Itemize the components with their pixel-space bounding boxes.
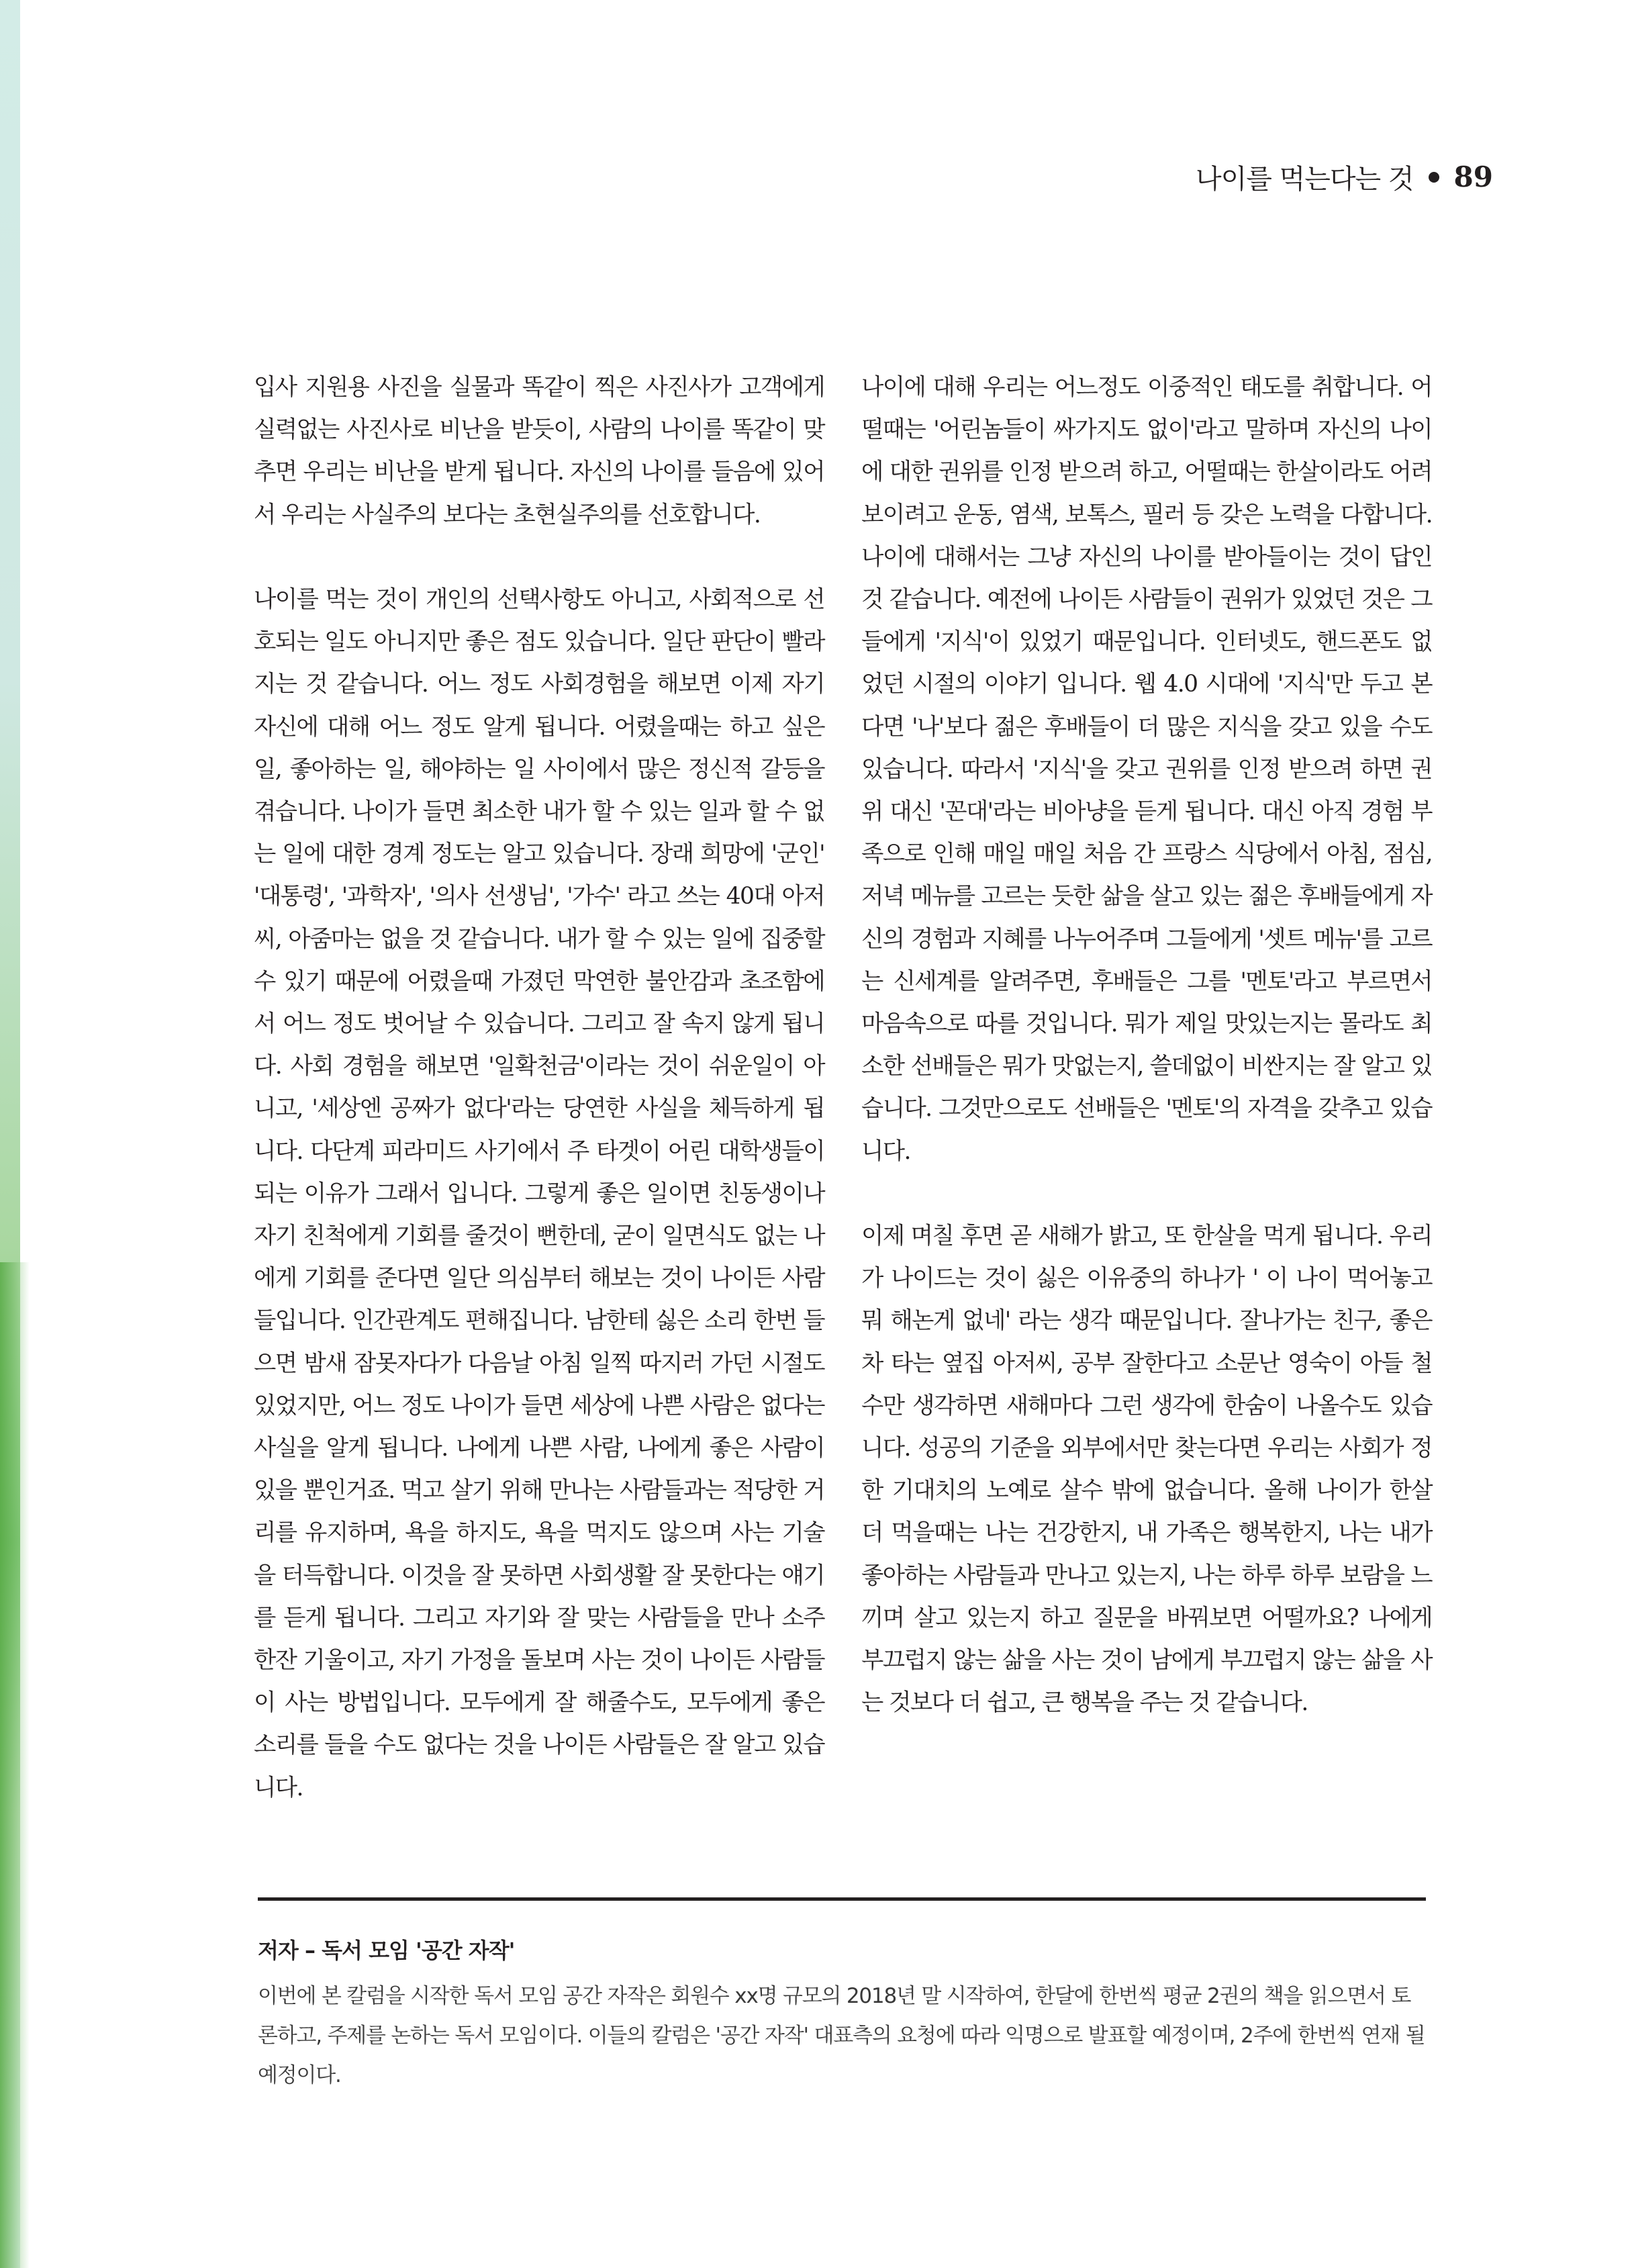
author-description: 이번에 본 칼럼을 시작한 독서 모임 공간 자작은 회원수 xx명 규모의 2018년 말 시작하여, 한달에 한번씩 평균 2권의 책을 읽으면서 토론하고, 주제를 논하는 독서 모임이다. 이들의 칼럼은 '공간 자작' 대표측의 요청에 따라 익명으로 발표할 예정이며, 2주에 한번씩 연재 될 예정이다. [258,1984,1425,2087]
bullet-icon [1429,172,1439,183]
right-column [861,367,1432,1767]
author-box [258,1934,1426,2095]
paragraph: 입사 지원용 사진을 실물과 똑같이 찍은 사진사가 고객에게 실력없는 사진사로 비난을 받듯이, 사람의 나이를 똑같이 맞추면 우리는 비난을 받게 됩니다. 자신의 나이를 들음에 있어서 우리는 사실주의 보다는 초현실주의를 선호합니다. [254,374,824,528]
author-title: 저자 – 독서 모임 '공간 자작' [258,1938,515,1963]
paragraph: 나이를 먹는 것이 개인의 선택사항도 아니고, 사회적으로 선호되는 일도 아니지만 좋은 점도 있습니다. 일단 판단이 빨라지는 것 같습니다. 어느 정도 사회경험을 해보면 이제 자기 자신에 대해 어느 정도 알게 됩니다. 어렸을때는 하고 싶은일, 좋아하는 일, 해야하는 일 사이에서 많은 정신적 갈등을 겪습니다. 나이가 들면 최소한 내가 할 수 있는 일과 할 수 없는 일에 대한 경계 정도는 알고 있습니다. 장래 희망에 '군인' '대통령', '과학자', '의사 선생님', '가수' 라고 쓰는 40대 아저씨, 아줌마는 없을 것 같습니다. 내가 할 수 있는 일에 집중할 수 있기 때문에 어렸을때 가졌던 막연한 불안감과 초조함에서 어느 정도 벗어날 수 있습니다. 그리고 잘 속지 않게 됩니다. 사회 경험을 해보면 '일확천금'이라는 것이 쉬운일이 아니고, '세상엔 공짜가 없다'라는 당연한 사실을 체득하게 됩니다. 다단계 피라미드 사기에서 주 타겟이 어린 대학생들이 되는 이유가 그래서 입니다. 그렇게 좋은 일이면 친동생이나 자기 친척에게 기회를 줄것이 뻔한데, 굳이 일면식도 없는 나에게 기회를 준다면 일단 의심부터 해보는 것이 나이든 사람들입니다. 인간관계도 편해집니다. 남한테 싫은 소리 한번 들으면 밤새 잠못자다가 다음날 아침 일찍 따지러 가던 시절도 있었지만, 어느 정도 나이가 들면 세상에 나쁜 사람은 없다는 사실을 알게 됩니다. 나에게 나쁜 사람, 나에게 좋은 사람이 있을 뿐인거죠. 먹고 살기 위해 만나는 사람들과는 적당한 거리를 유지하며, 욕을 하지도, 욕을 먹지도 않으며 사는 기술을 터득합니다. 이것을 잘 못하면 사회생활 잘 못한다는 얘기를 듣게 됩니다. 그리고 자기와 잘 맞는 사람들을 만나 소주 한잔 기울이고, 자기 가정을 돌보며 사는 것이 나이든 사람들이 사는 방법입니다. 모두에게 잘 해줄수도, 모두에게 좋은 소리를 들을 수도 없다는 것을 나이든 사람들은 잘 알고 있습니다. [254,586,824,1801]
grass-edge-decoration [0,1262,30,2268]
paragraph: 이제 며칠 후면 곧 새해가 밝고, 또 한살을 먹게 됩니다. 우리가 나이드는 것이 싫은 이유중의 하나가 ' 이 나이 먹어놓고 뭐 해논게 없네' 라는 생각 때문입니다. 잘나가는 친구, 좋은 차 타는 옆집 아저씨, 공부 잘한다고 소문난 영숙이 아들 철수만 생각하면 새해마다 그런 생각에 한숨이 나올수도 있습니다. 성공의 기준을 외부에서만 찾는다면 우리는 사회가 정한 기대치의 노예로 살수 밖에 없습니다. 올해 나이가 한살 더 먹을때는 나는 건강한지, 내 가족은 행복한지, 나는 내가 좋아하는 사람들과 만나고 있는지, 나는 하루 하루 보람을 느끼며 살고 있는지 하고 질문을 바꿔보면 어떨까요? 나에게 부끄럽지 않는 삶을 사는 것이 남에게 부끄럽지 않는 삶을 사는 것보다 더 쉽고, 큰 행복을 주는 것 같습니다. [861,1223,1432,1717]
running-title: 나이를 먹는다는 것 [1195,164,1414,195]
page-number: 89 [1453,160,1493,193]
section-divider [258,1897,1426,1901]
left-column [254,367,824,1852]
paragraph: 나이에 대해 우리는 어느정도 이중적인 태도를 취합니다. 어떨때는 '어린놈들이 싸가지도 없이'라고 말하며 자신의 나이에 대한 권위를 인정 받으려 하고, 어떨때는 한살이라도 어려 보이려고 운동, 염색, 보톡스, 필러 등 갖은 노력을 다합니다. 나이에 대해서는 그냥 자신의 나이를 받아들이는 것이 답인것 같습니다. 예전에 나이든 사람들이 권위가 있었던 것은 그들에게 '지식'이 있었기 때문입니다. 인터넷도, 핸드폰도 없었던 시절의 이야기 입니다. 웹 4.0 시대에 '지식'만 두고 본다면 '나'보다 젊은 후배들이 더 많은 지식을 갖고 있을 수도 있습니다. 따라서 '지식'을 갖고 권위를 인정 받으려 하면 권위 대신 '꼰대'라는 비아냥을 듣게 됩니다. 대신 아직 경험 부족으로 인해 매일 매일 처음 간 프랑스 식당에서 아침, 점심, 저녁 메뉴를 고르는 듯한 삶을 살고 있는 젊은 후배들에게 자신의 경험과 지혜를 나누어주며 그들에게 '셋트 메뉴'를 고르는 신세계를 알려주면, 후배들은 그를 '멘토'라고 부르면서 마음속으로 따를 것입니다. 뭐가 제일 맛있는지는 몰라도 최소한 선배들은 뭐가 맛없는지, 쓸데없이 비싼지는 잘 알고 있습니다. 그것만으로도 선배들은 '멘토'의 자격을 갖추고 있습니다. [861,374,1432,1165]
running-header [1196,158,1493,196]
